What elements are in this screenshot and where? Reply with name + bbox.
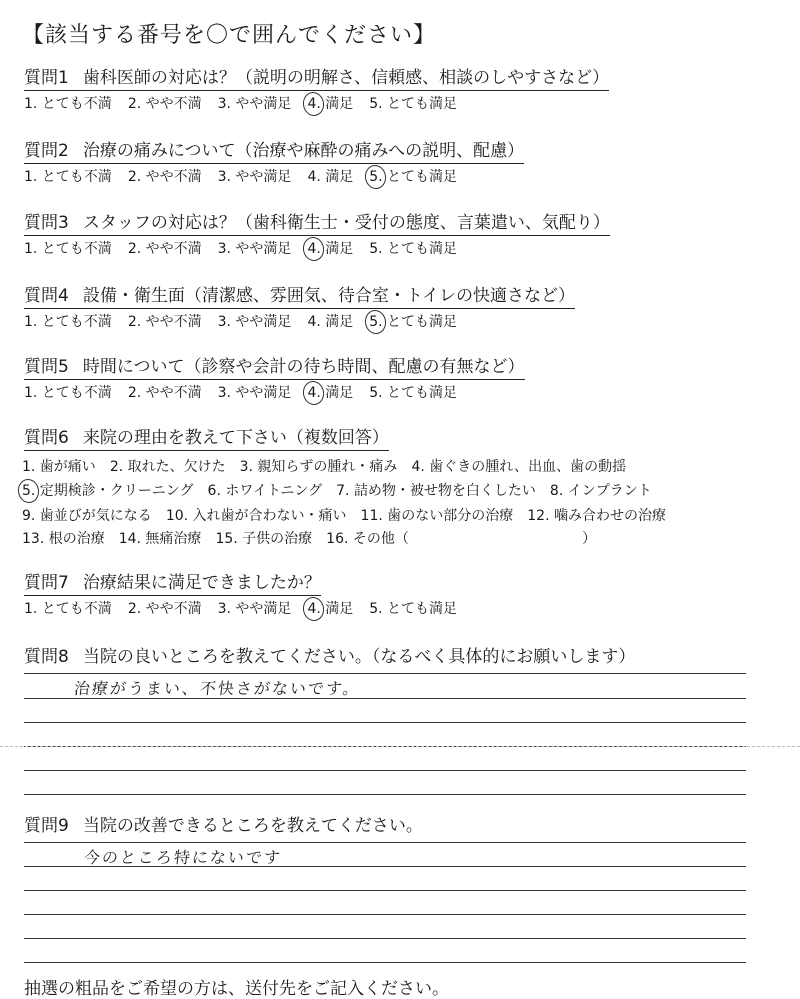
question-text: 時間について（診察や会計の待ち時間、配慮の有無など） <box>82 357 525 377</box>
question-text: 治療結果に満足できましたか？ <box>82 573 321 593</box>
question-text: 来院の理由を教えて下さい（複数回答） <box>82 428 389 448</box>
rating-option-1[interactable]: 1. とても不満 <box>24 241 112 257</box>
reason-option-16[interactable] <box>326 530 596 548</box>
question-number: 質問5 <box>24 357 69 377</box>
rating-option-2[interactable]: 2. やや不満 <box>127 169 202 185</box>
reason-option-1[interactable]: 1. 歯が痛い <box>22 459 96 475</box>
rating-option-1[interactable]: 1. とても不満 <box>24 385 112 401</box>
reason-option-6[interactable]: 6. ホワイトニング <box>207 483 323 499</box>
rating-option-5[interactable]: 5. とても満足 <box>369 314 458 330</box>
rating-options-1 <box>24 95 473 113</box>
rating-option-1[interactable]: 1. とても不満 <box>24 169 112 185</box>
answer-line-4 <box>24 914 746 915</box>
reason-row-2 <box>22 482 666 500</box>
reason-row-3 <box>22 507 680 525</box>
reason-option-7[interactable]: 7. 詰め物・被せ物を白くしたい <box>336 483 536 499</box>
reason-option-15[interactable]: 15. 子供の治療 <box>215 531 313 547</box>
rating-option-2[interactable]: 2. やや不満 <box>127 385 202 401</box>
rating-option-3[interactable]: 3. やや満足 <box>217 314 292 330</box>
question-title-2 <box>24 141 524 164</box>
rating-option-4[interactable]: 4. 満足 <box>307 241 354 257</box>
rating-option-5[interactable]: 5. とても満足 <box>369 96 458 112</box>
reason-option-8[interactable]: 8. インプラント <box>549 483 652 499</box>
question-text: 歯科医師の対応は？（説明の明解さ、信頼感、相談のしやすさなど） <box>82 68 610 88</box>
rating-option-3[interactable]: 3. やや満足 <box>217 601 292 617</box>
other-close-paren: ） <box>582 531 597 547</box>
rating-option-2[interactable]: 2. やや不満 <box>127 601 202 617</box>
instruction-header: 【該当する番号を〇で囲んでください】 <box>22 23 437 48</box>
answer-line-5 <box>24 938 746 939</box>
question-title-6 <box>24 428 389 451</box>
question-title-5 <box>24 357 525 380</box>
rating-option-1[interactable]: 1. とても不満 <box>24 601 112 617</box>
rating-option-3[interactable]: 3. やや満足 <box>217 96 292 112</box>
question-number: 質問2 <box>24 141 69 161</box>
question-number: 質問1 <box>24 68 69 88</box>
rating-option-2[interactable]: 2. やや不満 <box>127 96 202 112</box>
reason-option-13[interactable]: 13. 根の治療 <box>22 531 105 547</box>
rating-option-4[interactable]: 4. 満足 <box>307 601 354 617</box>
question-title-1 <box>24 68 609 91</box>
answer-line-3 <box>24 890 746 891</box>
answer-line-1 <box>24 673 746 674</box>
footer-note: 抽選の粗品をご希望の方は、送付先をご記入ください。 <box>24 979 449 999</box>
rating-options-7 <box>24 600 473 618</box>
reason-row-4 <box>22 530 610 548</box>
question-number: 質問7 <box>24 573 69 593</box>
rating-option-5[interactable]: 5. とても満足 <box>369 169 458 185</box>
question-number: 質問8 <box>24 647 69 667</box>
answer-line-6 <box>24 794 746 795</box>
other-label: 16. その他（ <box>326 531 409 547</box>
rating-option-4[interactable]: 4. 満足 <box>307 169 354 185</box>
rating-option-5[interactable]: 5. とても満足 <box>369 385 458 401</box>
fold-line <box>0 746 800 747</box>
question-text: 当院の良いところを教えてください。（なるべく具体的にお願いします） <box>82 647 636 667</box>
reason-option-5[interactable]: 5. 定期検診・クリーニング <box>22 483 194 499</box>
reason-option-14[interactable]: 14. 無痛治療 <box>118 531 202 547</box>
answer-line-1 <box>24 842 746 843</box>
reason-option-4[interactable]: 4. 歯ぐきの腫れ、出血、歯の動揺 <box>411 459 627 475</box>
question-title-8 <box>24 647 635 669</box>
handwritten-answer: 治療がうまい、不快さがないです。 <box>72 679 362 698</box>
reason-option-3[interactable]: 3. 親知らずの腫れ・痛み <box>239 459 398 475</box>
rating-option-3[interactable]: 3. やや満足 <box>217 385 292 401</box>
rating-options-4 <box>24 313 473 331</box>
answer-line-6 <box>24 962 746 963</box>
rating-options-2 <box>24 168 473 186</box>
question-title-9 <box>24 816 423 838</box>
reason-row-1 <box>22 458 640 476</box>
rating-option-4[interactable]: 4. 満足 <box>307 385 354 401</box>
rating-option-4[interactable]: 4. 満足 <box>307 96 354 112</box>
rating-options-5 <box>24 384 473 402</box>
question-text: スタッフの対応は？（歯科衛生士・受付の態度、言葉遣い、気配り） <box>82 213 610 233</box>
question-title-4 <box>24 286 575 309</box>
question-number: 質問6 <box>24 428 69 448</box>
question-number: 質問9 <box>24 816 69 836</box>
rating-option-4[interactable]: 4. 満足 <box>307 314 354 330</box>
question-text: 設備・衛生面（清潔感、雰囲気、待合室・トイレの快適さなど） <box>82 286 575 306</box>
rating-options-3 <box>24 240 473 258</box>
rating-option-1[interactable]: 1. とても不満 <box>24 96 112 112</box>
question-title-7 <box>24 573 321 596</box>
question-number: 質問3 <box>24 213 69 233</box>
answer-line-3 <box>24 722 746 723</box>
reason-option-2[interactable]: 2. 取れた、欠けた <box>109 459 226 475</box>
rating-option-3[interactable]: 3. やや満足 <box>217 169 292 185</box>
question-title-3 <box>24 213 610 236</box>
rating-option-2[interactable]: 2. やや不満 <box>127 241 202 257</box>
reason-option-9[interactable]: 9. 歯並びが気になる <box>22 508 152 524</box>
answer-line-5 <box>24 770 746 771</box>
rating-option-2[interactable]: 2. やや不満 <box>127 314 202 330</box>
rating-option-5[interactable]: 5. とても満足 <box>369 601 458 617</box>
question-text: 治療の痛みについて（治療や麻酔の痛みへの説明、配慮） <box>82 141 525 161</box>
question-number: 質問4 <box>24 286 69 306</box>
reason-option-11[interactable]: 11. 歯のない部分の治療 <box>360 508 514 524</box>
rating-option-3[interactable]: 3. やや満足 <box>217 241 292 257</box>
reason-option-10[interactable]: 10. 入れ歯が合わない・痛い <box>165 508 347 524</box>
handwritten-answer: 今のところ特にないです <box>82 848 283 867</box>
rating-option-5[interactable]: 5. とても満足 <box>369 241 458 257</box>
question-text: 当院の改善できるところを教えてください。 <box>82 816 423 836</box>
rating-option-1[interactable]: 1. とても不満 <box>24 314 112 330</box>
reason-option-12[interactable]: 12. 噛み合わせの治療 <box>527 508 666 524</box>
